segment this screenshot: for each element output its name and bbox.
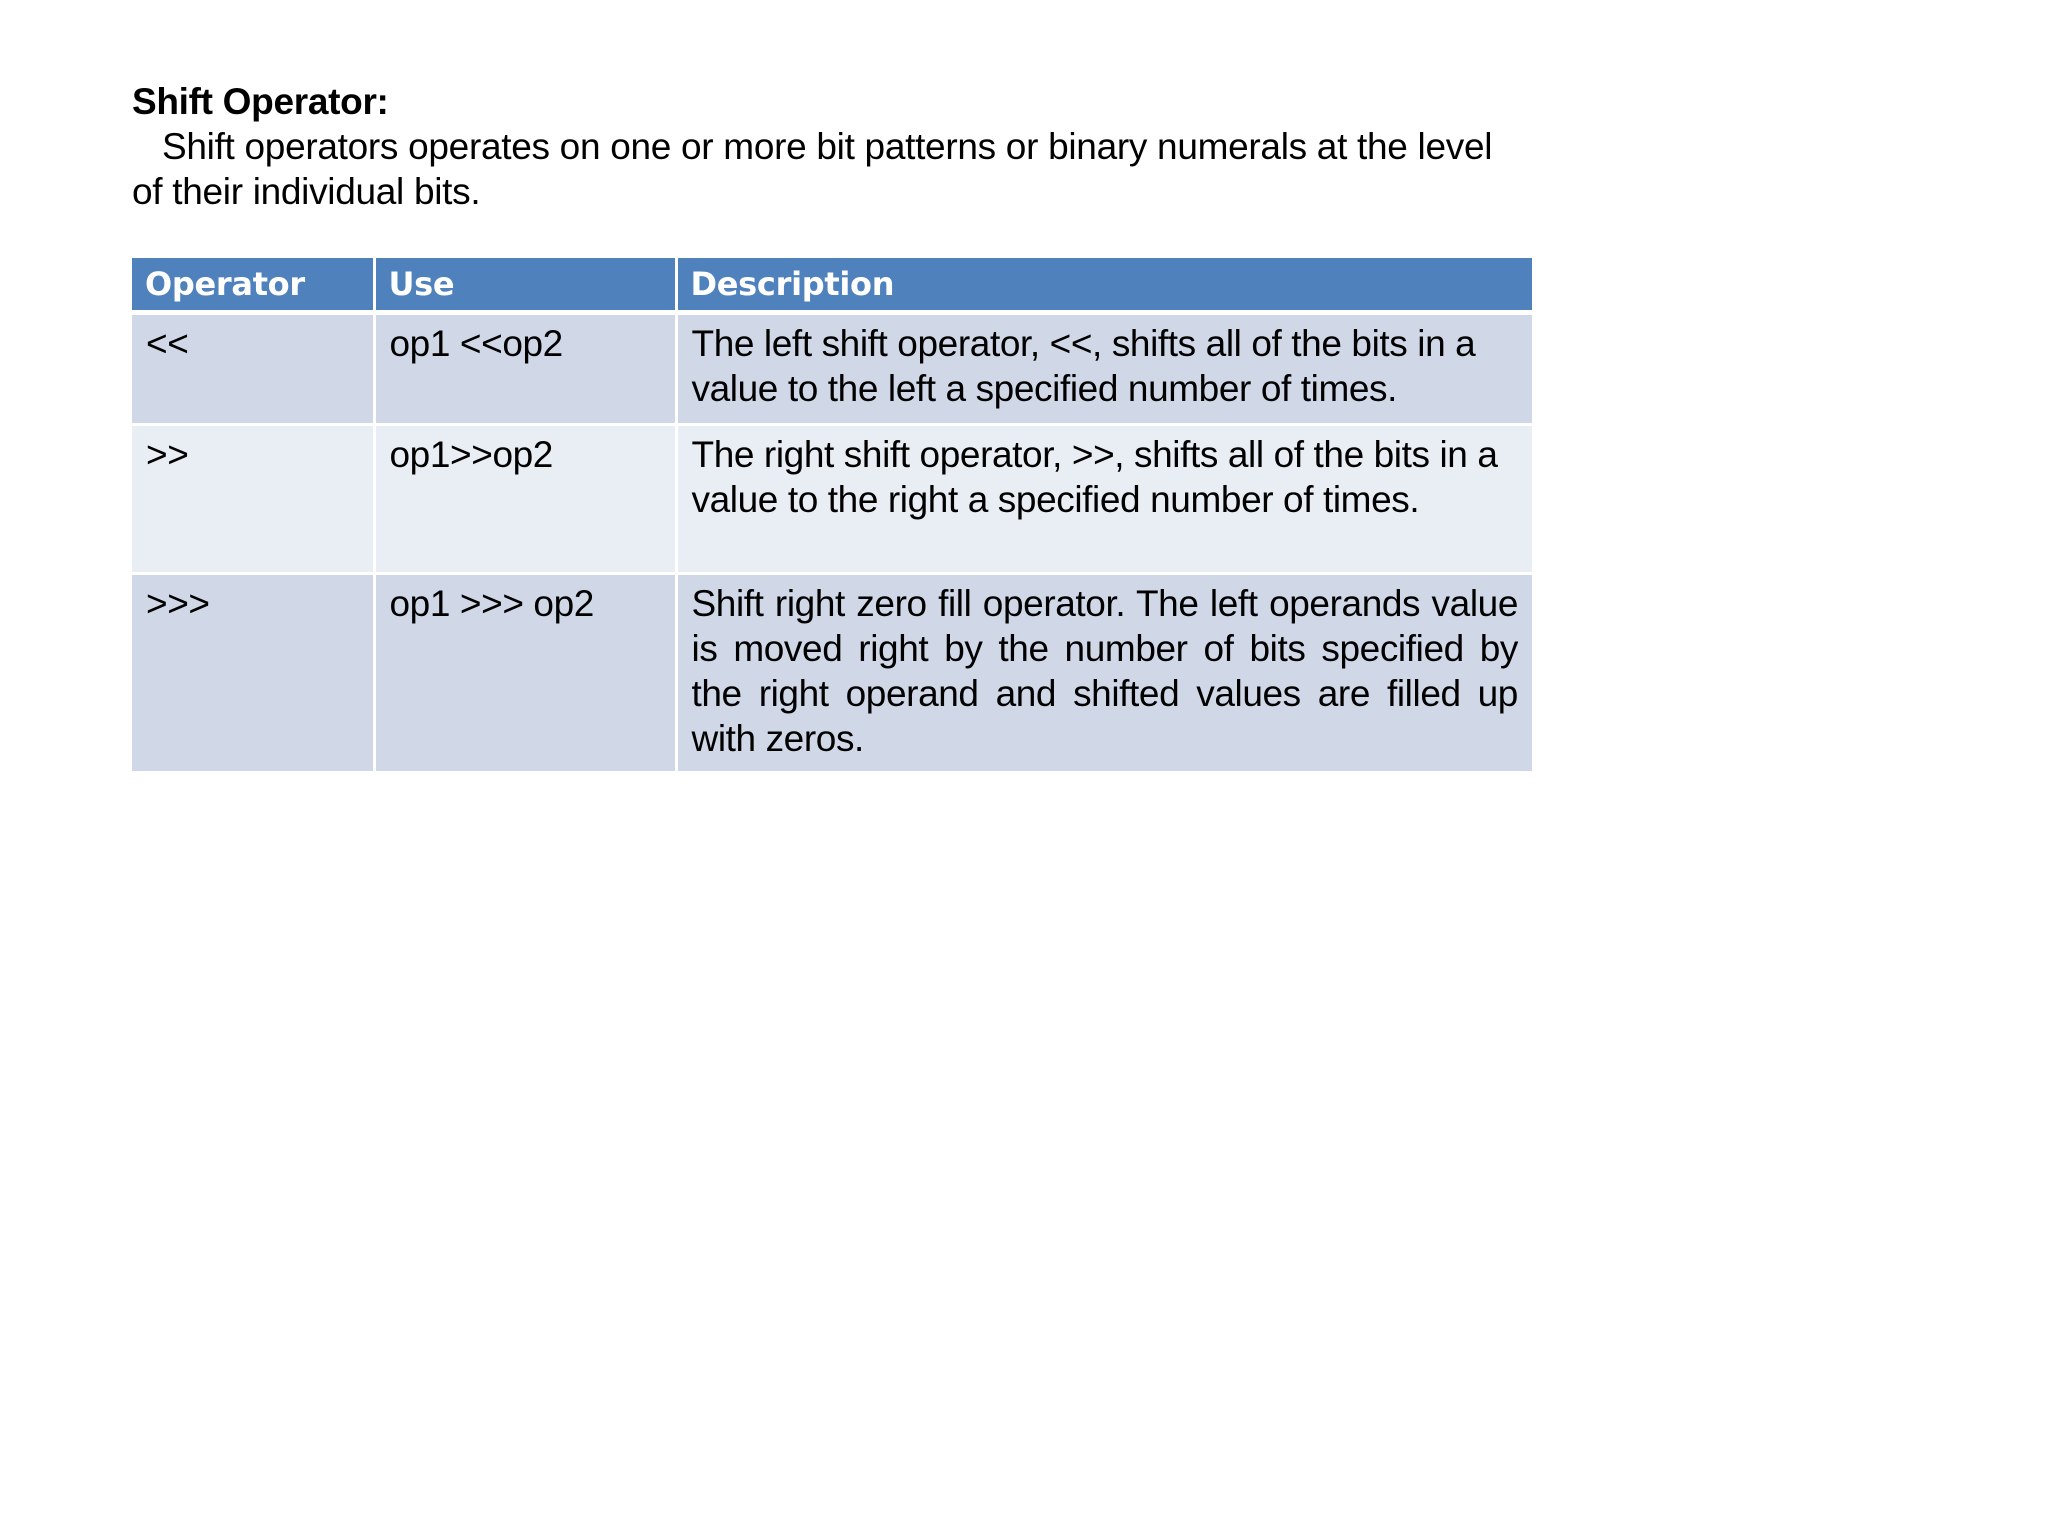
intro-paragraph — [132, 124, 1532, 214]
column-header-use: Use — [374, 258, 676, 313]
description-cell: Shift right zero fill operator. The left operands value is moved right by the number of bits specified by the right operand and shifted values are filled up with zeros. — [676, 574, 1532, 773]
slide-content — [132, 80, 1532, 759]
use-cell: op1 >>> op2 — [374, 574, 676, 773]
table-row — [132, 574, 1532, 773]
table-row — [132, 313, 1532, 425]
operator-cell: >>> — [132, 574, 374, 773]
table-header-row — [132, 258, 1532, 313]
use-cell: op1 <<op2 — [374, 313, 676, 425]
column-header-description: Description — [676, 258, 1532, 313]
description-cell: The left shift operator, <<, shifts all of the bits in a value to the left a specified number of times. — [676, 313, 1532, 425]
description-cell: The right shift operator, >>, shifts all of the bits in a value to the right a specified number of times. — [676, 425, 1532, 574]
table-row — [132, 425, 1532, 574]
page-title: Shift Operator: — [132, 81, 389, 122]
use-cell: op1>>op2 — [374, 425, 676, 574]
intro-text: Shift operators operates on one or more bit patterns or binary numerals at the level of their individual bits. — [132, 126, 1493, 212]
shift-operators-table — [132, 258, 1532, 774]
operator-cell: << — [132, 313, 374, 425]
operator-cell: >> — [132, 425, 374, 574]
column-header-operator: Operator — [132, 258, 374, 313]
